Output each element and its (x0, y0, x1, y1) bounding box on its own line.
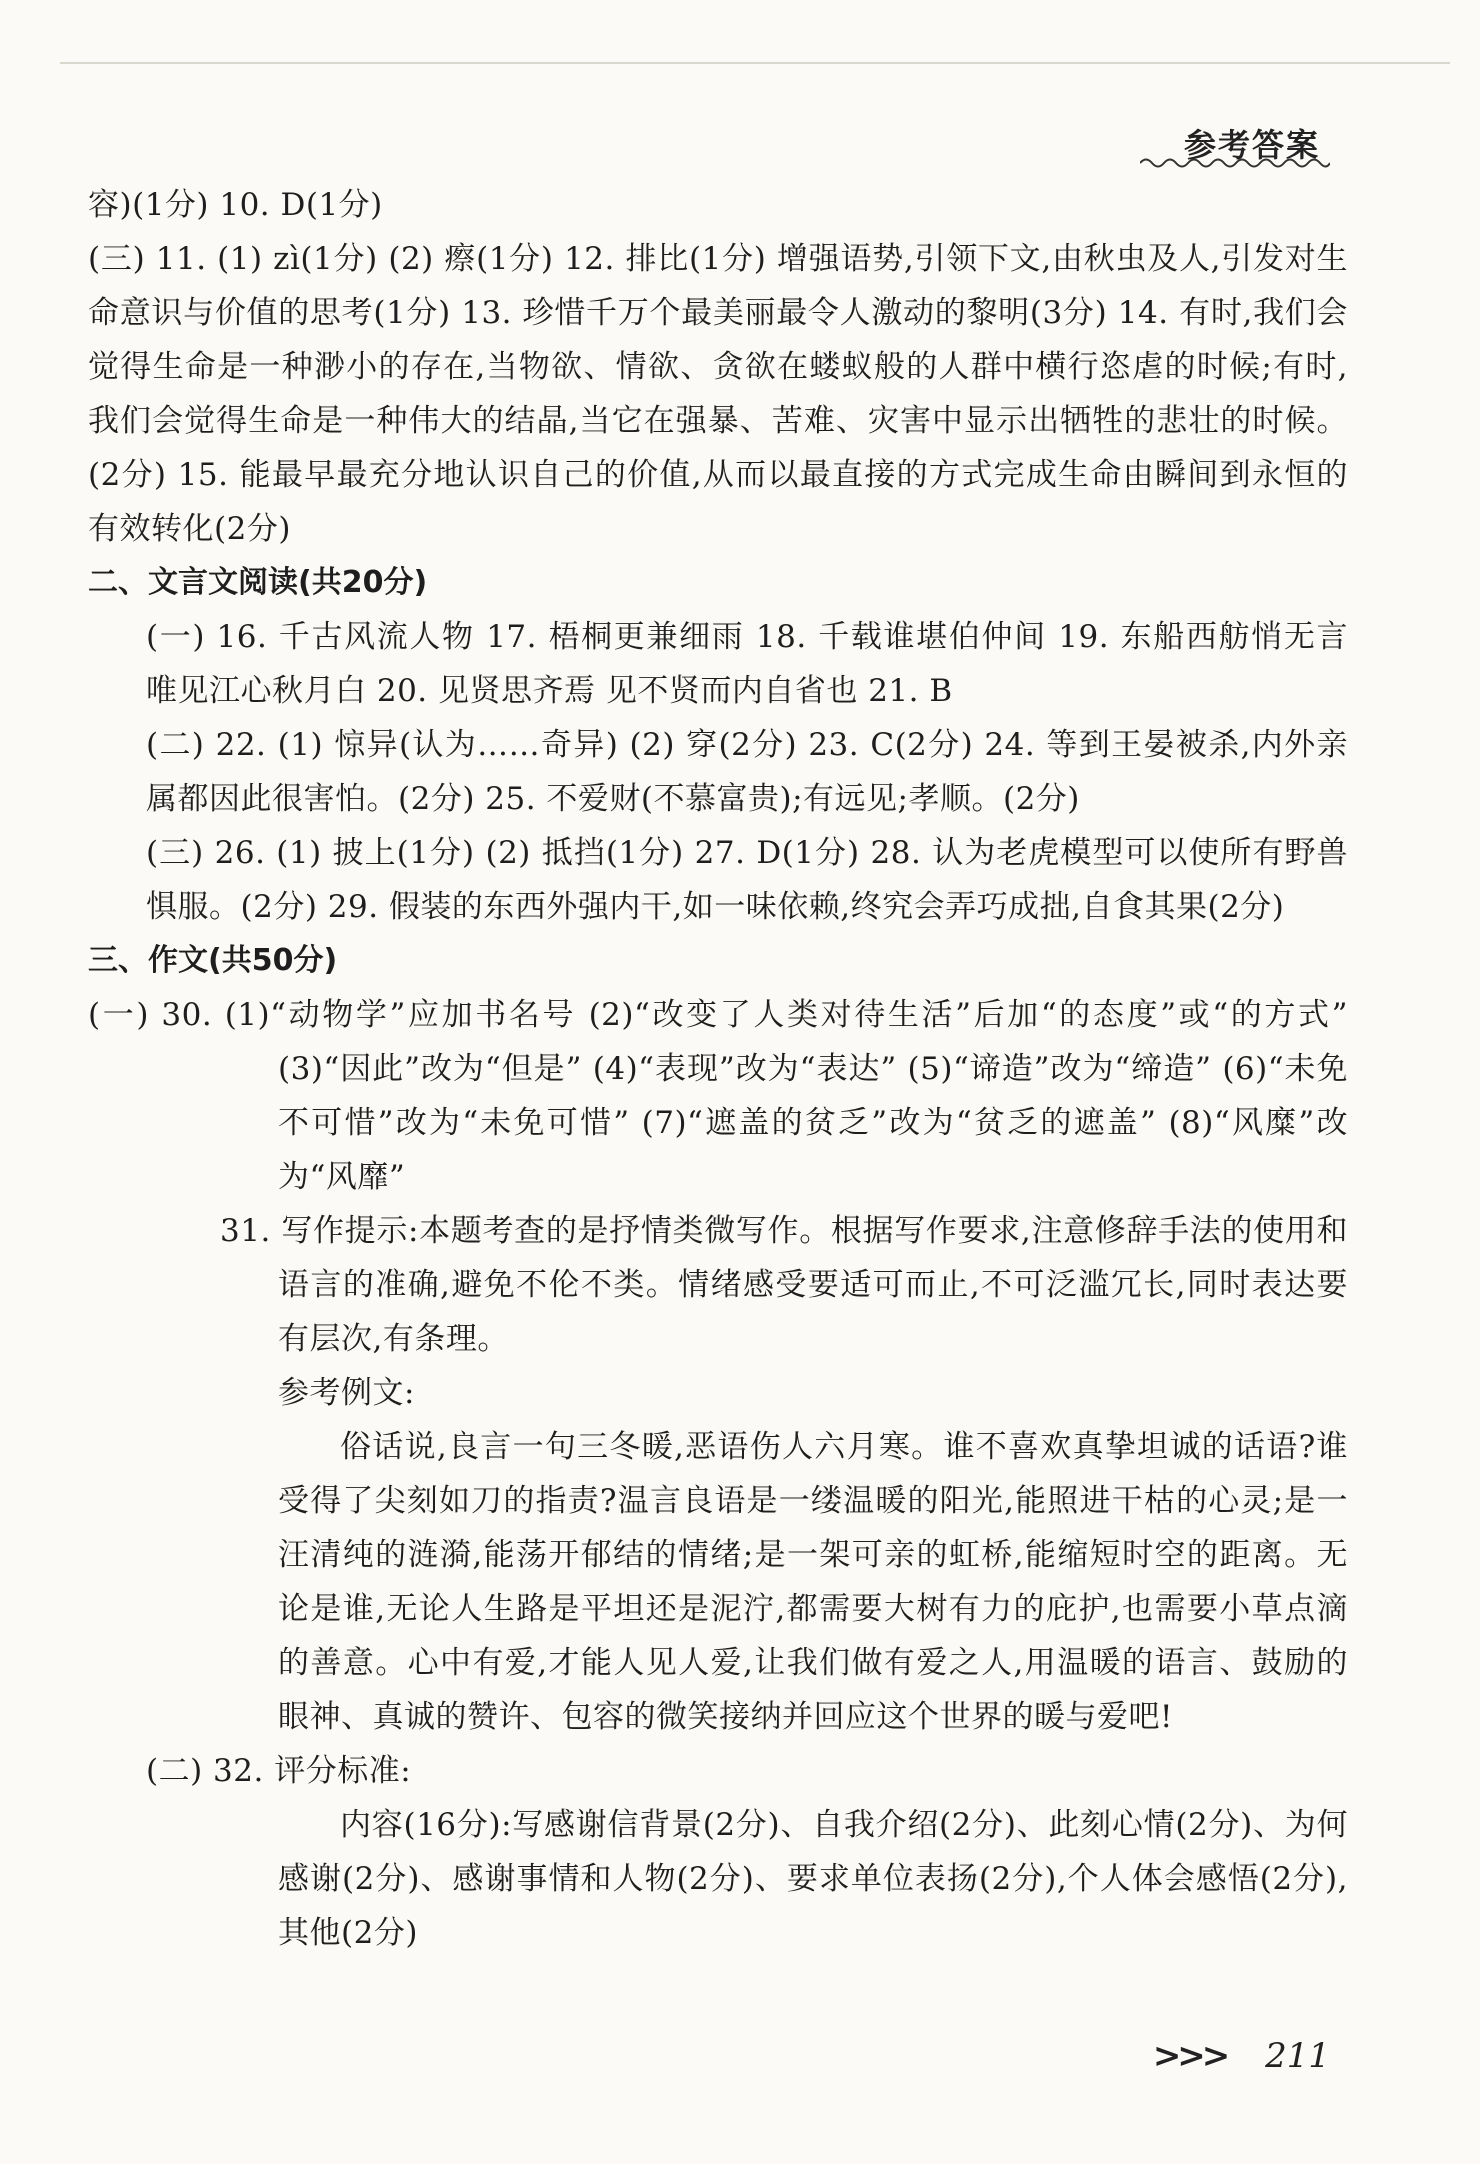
answer-paragraph: (三) 26. (1) 披上(1分) (2) 抵挡(1分) 27. D(1分) 28. 认为老虎模型可以使所有野兽惧服。(2分) 29. 假装的东西外强内干,如一味依赖,终究会弄巧成拙,自食其果(2分) (146, 835, 1348, 925)
answer-paragraph: 容)(1分) 10. D(1分) (88, 187, 383, 223)
answer-paragraph: 31. 写作提示:本题考查的是抒情类微写作。根据写作要求,注意修辞手法的使用和语言的准确,避免不伦不类。情绪感受要适可而止,不可泛滥冗长,同时表达要有层次,有条理。 (220, 1213, 1348, 1357)
scoring-criteria: 内容(16分):写感谢信背景(2分)、自我介绍(2分)、此刻心情(2分)、为何感谢(2分)、感谢事情和人物(2分)、要求单位表扬(2分),个人体会感悟(2分),其他(2分) (278, 1807, 1348, 1951)
section-heading: 三、作文(共50分) (88, 943, 338, 978)
top-divider (60, 62, 1450, 64)
example-label: 参考例文: (278, 1375, 415, 1411)
page-number: 211 (1265, 2036, 1330, 2076)
answer-paragraph: (三) 11. (1) zì(1分) (2) 瘵(1分) 12. 排比(1分) 增强语势,引领下文,由秋虫及人,引发对生命意识与价值的思考(1分) 13. 珍惜千万个最美丽最令人激动的黎明(3分) 14. 有时,我们会觉得生命是一种渺小的存在,当物欲、情欲、贪欲在蝼蚁般的人群中横行恣虐的时候;有时,我们会觉得生命是一种伟大的结晶,当它在强暴、苦难、灾害中显示出牺牲的悲壮的时候。(2分) 15. 能最早最充分地认识自己的价值,从而以最直接的方式完成生命由瞬间到永恒的有效转化(2分) (88, 241, 1348, 547)
example-text: 俗话说,良言一句三冬暖,恶语伤人六月寒。谁不喜欢真挚坦诚的话语?谁受得了尖刻如刀的指责?温言良语是一缕温暖的阳光,能照进干枯的心灵;是一汪清纯的涟漪,能荡开郁结的情绪;是一架可亲的虹桥,能缩短时空的距离。无论是谁,无论人生路是平坦还是泥泞,都需要大树有力的庇护,也需要小草点滴的善意。心中有爱,才能人见人爱,让我们做有爱之人,用温暖的语言、鼓励的眼神、真诚的赞许、包容的微笑接纳并回应这个世界的暖与爱吧! (278, 1429, 1348, 1735)
section-heading: 二、文言文阅读(共20分) (88, 565, 428, 600)
page-footer (1153, 2036, 1330, 2076)
wave-underline-icon (1140, 156, 1330, 170)
answer-paragraph: (一) 30. (1)“动物学”应加书名号 (2)“改变了人类对待生活”后加“的态度”或“的方式” (3)“因此”改为“但是” (4)“表现”改为“表达” (5)“谛造”改为“缔造” (6)“未免不可惜”改为“未免可惜” (7)“遮盖的贫乏”改为“贫乏的遮盖” (8)“风糜”改为“风靡” (88, 997, 1348, 1195)
answer-paragraph: (二) 32. 评分标准: (146, 1753, 412, 1789)
answer-paragraph: (一) 16. 千古风流人物 17. 梧桐更兼细雨 18. 千载谁堪伯仲间 19. 东船西舫悄无言 唯见江心秋月白 20. 见贤思齐焉 见不贤而内自省也 21. B (146, 619, 1348, 709)
answer-paragraph: (二) 22. (1) 惊异(认为……奇异) (2) 穿(2分) 23. C(2分) 24. 等到王晏被杀,内外亲属都因此很害怕。(2分) 25. 不爱财(不慕富贵);有远见;孝顺。(2分) (146, 727, 1348, 817)
arrows-icon: >>> (1152, 2036, 1227, 2076)
page-header: 参考答案 (1183, 126, 1320, 164)
answer-content (88, 178, 1348, 1960)
